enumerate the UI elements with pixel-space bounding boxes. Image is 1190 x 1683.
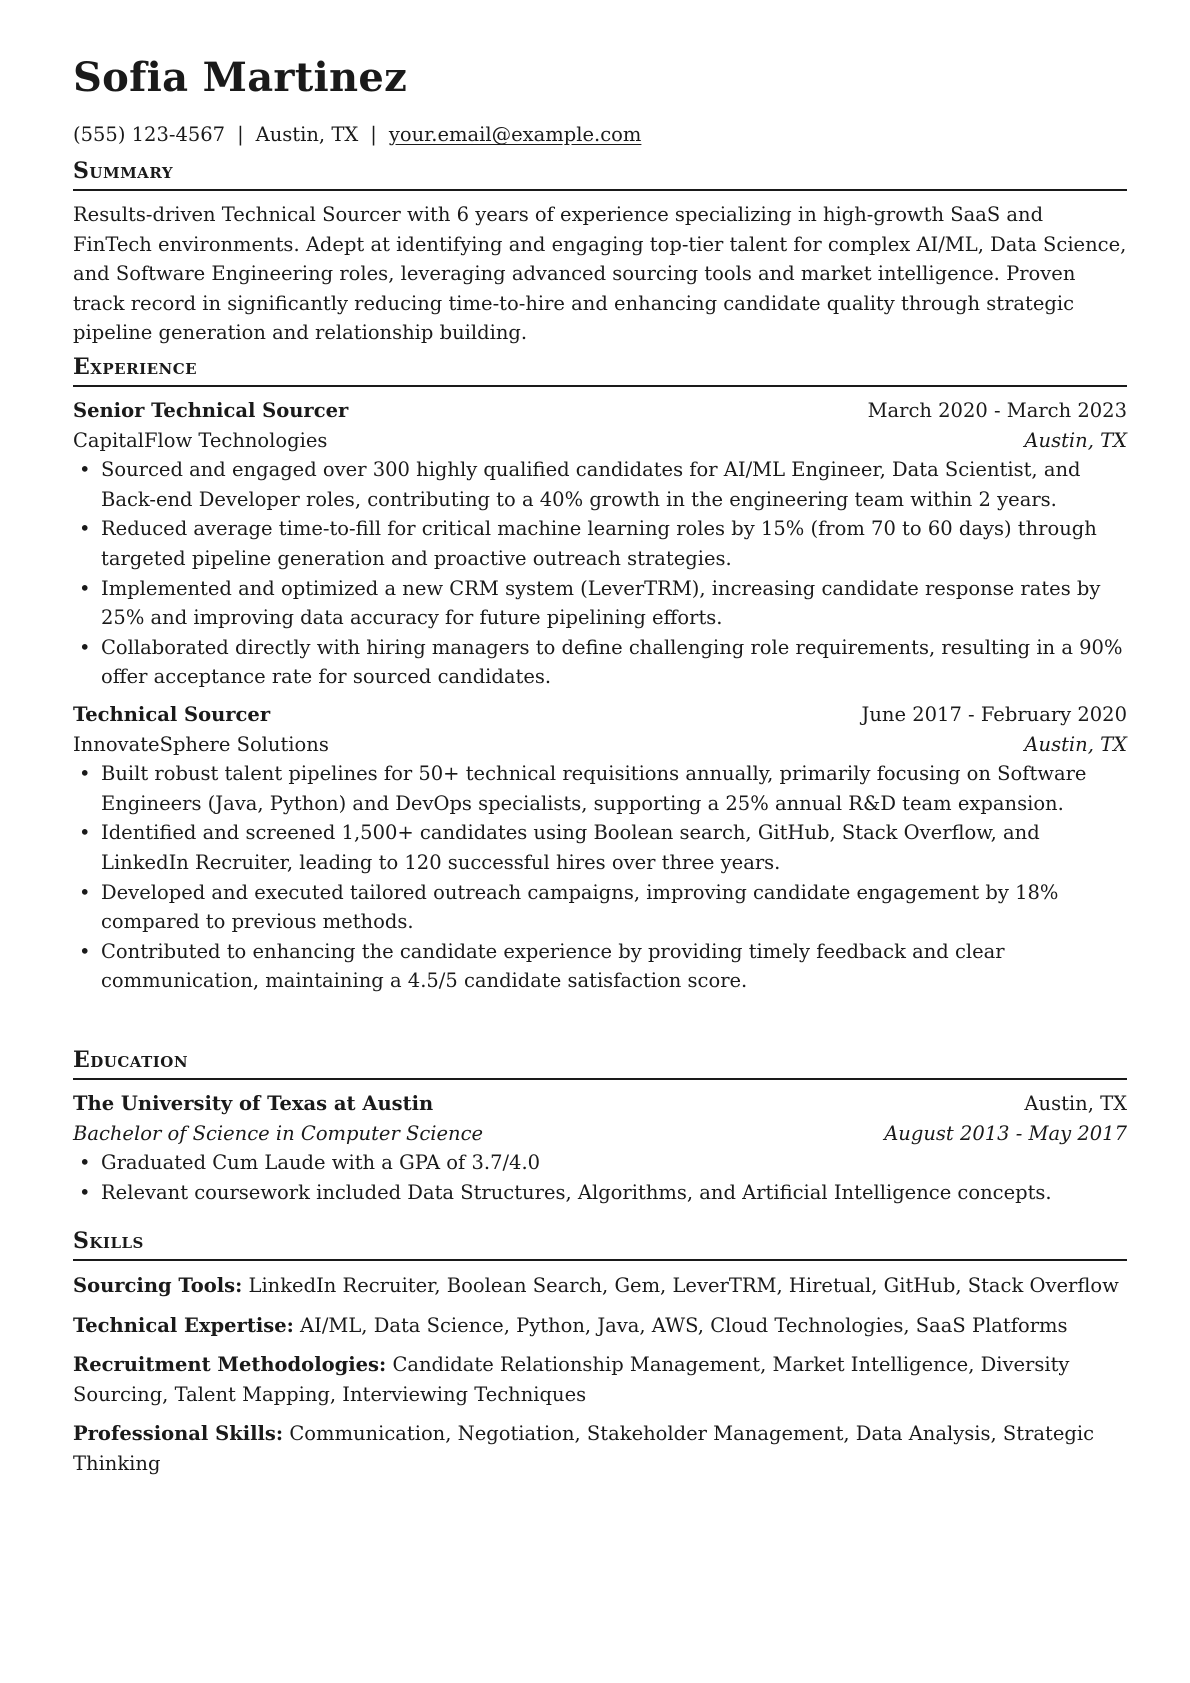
skill-line [73, 1350, 1127, 1409]
job-bullets [73, 455, 1127, 692]
list-item: • Graduated Cum Laude with a GPA of 3.7/4.0 [73, 1148, 1127, 1178]
section-title-education: Education [73, 1047, 189, 1073]
school-location: Austin, TX [1024, 1092, 1127, 1115]
list-item: • Contributed to enhancing the candidate experience by providing timely feedback and clear communication, maintaining a 4.5/5 candidate satisfaction score. [73, 937, 1127, 996]
skill-line [73, 1419, 1127, 1478]
job-entry [73, 700, 1127, 996]
job-role: Senior Technical Sourcer [73, 399, 349, 422]
list-item: • Built robust talent pipelines for 50+ technical requisitions annually, primarily focusing on Software Engineers (Java, Python) and DevOps specialists, supporting a 25% annual R&D team expansion. [73, 759, 1127, 818]
skill-value: LinkedIn Recruiter, Boolean Search, Gem, LeverTRM, Hiretual, GitHub, Stack Overflow [248, 1274, 1119, 1297]
job-role: Technical Sourcer [73, 702, 271, 726]
list-item: • Relevant coursework included Data Structures, Algorithms, and Artificial Intelligence concepts. [73, 1178, 1127, 1208]
skill-label: Professional Skills: [73, 1422, 284, 1446]
education-section [73, 1045, 1127, 1207]
job-entry [73, 396, 1127, 692]
skill-value: AI/ML, Data Science, Python, Java, AWS, Cloud Technologies, SaaS Platforms [300, 1313, 1068, 1337]
candidate-name: Sofia Martinez [73, 54, 408, 101]
list-item: • Implemented and optimized a new CRM system (LeverTRM), increasing candidate response rates by 25% and improving data accuracy for future pipelining efforts. [73, 574, 1127, 633]
skill-label: Sourcing Tools: [73, 1274, 243, 1297]
skill-line [73, 1271, 1127, 1301]
contact-separator: | [237, 123, 244, 146]
section-divider [73, 189, 1127, 191]
education-bullets [73, 1148, 1127, 1207]
section-divider [73, 385, 1127, 387]
contact-separator: | [370, 123, 377, 146]
job-bullets [73, 759, 1127, 996]
phone-number: (555) 123-4567 [73, 123, 226, 146]
education-dates: August 2013 - May 2017 [884, 1121, 1127, 1145]
skill-value: Candidate Relationship Management, Market Intelligence, Diversity Sourcing, Talent Mapping, Interviewing Techniques [73, 1353, 1070, 1406]
job-company: CapitalFlow Technologies [73, 428, 328, 452]
job-company: InnovateSphere Solutions [73, 732, 329, 756]
contact-line [73, 122, 641, 148]
location: Austin, TX [255, 123, 359, 146]
skill-label: Recruitment Methodologies: [73, 1353, 387, 1377]
section-divider [73, 1259, 1127, 1261]
list-item: • Identified and screened 1,500+ candidates using Boolean search, GitHub, Stack Overflow, and LinkedIn Recruiter, leading to 120 successful hires over three years. [73, 818, 1127, 877]
section-title-experience: Experience [73, 354, 198, 380]
list-item: • Collaborated directly with hiring managers to define challenging role requirements, resulting in a 90% offer acceptance rate for sourced candidates. [73, 633, 1127, 692]
skill-value: Communication, Negotiation, Stakeholder Management, Data Analysis, Strategic Thinking [73, 1422, 1095, 1475]
list-item: • Developed and executed tailored outreach campaigns, improving candidate engagement by 18% compared to previous methods. [73, 878, 1127, 937]
section-title-summary: Summary [73, 158, 174, 184]
job-dates: March 2020 - March 2023 [867, 399, 1127, 422]
summary-text: Results-driven Technical Sourcer with 6 years of experience specializing in high-growth SaaS and FinTech environments. Adept at identifying and engaging top-tier talent for complex AI/ML, Data Science, and Software Engineering roles, leveraging advanced sourcing tools and market intelligence. Proven track record in significantly reducing time-to-hire and enhancing candidate quality through strategic pipeline generation and relationship building. [73, 203, 1127, 345]
skill-label: Technical Expertise: [73, 1313, 294, 1337]
experience-section [73, 352, 1127, 996]
degree: Bachelor of Science in Computer Science [73, 1121, 484, 1145]
list-item: • Sourced and engaged over 300 highly qualified candidates for AI/ML Engineer, Data Scientist, and Back-end Developer roles, contributing to a 40% growth in the engineering team within 2 years. [73, 455, 1127, 514]
section-divider [73, 1078, 1127, 1080]
skill-line [73, 1311, 1127, 1341]
job-dates: June 2017 - February 2020 [861, 702, 1127, 726]
job-location: Austin, TX [1024, 732, 1127, 756]
section-title-skills: Skills [73, 1228, 144, 1254]
job-location: Austin, TX [1024, 428, 1127, 452]
education-entry [73, 1089, 1127, 1207]
skills-section [73, 1226, 1127, 1479]
list-item: • Reduced average time-to-fill for critical machine learning roles by 15% (from 70 to 60 days) through targeted pipeline generation and proactive outreach strategies. [73, 514, 1127, 573]
summary-section [73, 156, 1127, 348]
school-name: The University of Texas at Austin [73, 1092, 434, 1115]
email-link[interactable]: your.email@example.com [388, 123, 642, 146]
